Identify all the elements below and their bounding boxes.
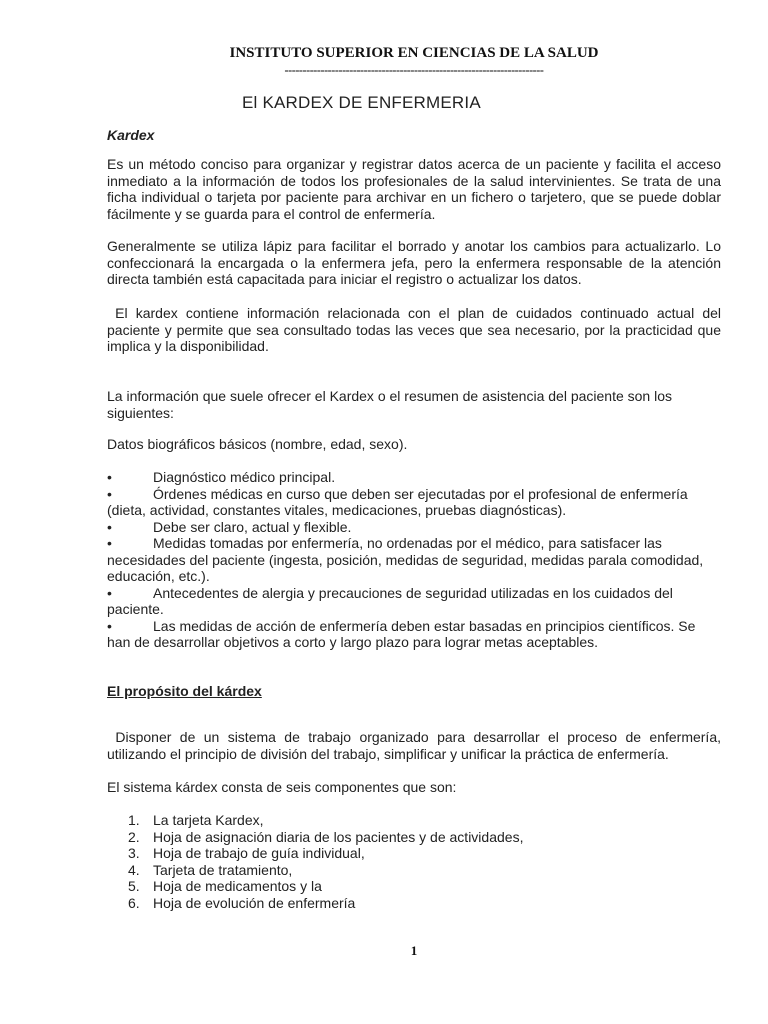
section-kardex-heading <box>107 127 721 144</box>
bullet-icon: • <box>107 584 112 601</box>
institute-header: INSTITUTO SUPERIOR EN CIENCIAS DE LA SALUD <box>229 45 599 61</box>
section-heading: Kardex <box>107 127 155 143</box>
bullet-icon: • <box>107 469 112 485</box>
bullet-icon: • <box>107 518 112 535</box>
section-purpose-heading <box>107 683 721 700</box>
section-heading: El propósito del kárdex <box>107 683 262 699</box>
list-item: • Antecedentes de alergia y precauciones de seguridad utilizadas en los cuidados del paciente. <box>107 584 673 617</box>
paragraph-definition: Es un método conciso para organizar y registrar datos acerca de un paciente y facilita el acceso inmediato a la información de todos los profesionales de la salud intervinientes. Se trata de una ficha individual o tarjeta por paciente para archivar en un fichero o tarjetero, que se puede doblar fácilmente y se guarda para el control de enfermería. <box>107 156 721 222</box>
list-item: 3. Hoja de trabajo de guía individual, <box>128 845 365 861</box>
header-separator: ------------------------------------------------------------------------ <box>284 63 544 77</box>
paragraph-information: La información que suele ofrecer el Kardex o el resumen de asistencia del paciente son los siguientes: <box>107 388 672 421</box>
list-item: 5. Hoja de medicamentos y la <box>128 878 322 894</box>
page-number: 1 <box>410 943 418 958</box>
list-item: • Las medidas de acción de enfermería deben estar basadas en principios científicos. Se han de desarrollar objetivos a corto y largo plazo para lograr metas aceptables. <box>107 617 696 650</box>
numbered-list <box>107 812 721 911</box>
document-title: El KARDEX DE ENFERMERIA <box>242 93 481 112</box>
list-item: • Medidas tomadas por enfermería, no ordenadas por el médico, para satisfacer las necesidades del paciente (ingesta, posición, medidas de seguridad, medidas parala comodidad, educación, etc.). <box>107 535 704 584</box>
bullet-list <box>107 469 721 651</box>
list-item: • Diagnóstico médico principal. <box>107 469 336 485</box>
bullet-icon: • <box>107 617 112 634</box>
list-item: 2. Hoja de asignación diaria de los pacientes y de actividades, <box>128 828 524 845</box>
bullet-icon: • <box>107 535 112 551</box>
bullet-icon: • <box>107 485 112 502</box>
paragraph-purpose: Disponer de un sistema de trabajo organizado para desarrollar el proceso de enfermería, utilizando el principio de división del trabajo, simplificar y unificar la práctica de enfermería. <box>107 729 725 762</box>
list-item: • Órdenes médicas en curso que deben ser ejecutadas por el profesional de enfermería (dieta, actividad, constantes vitales, medicaciones, pruebas diagnósticas). <box>107 485 688 518</box>
list-item: 6. Hoja de evolución de enfermería <box>128 894 356 911</box>
list-item: 1. La tarjeta Kardex, <box>128 812 264 828</box>
paragraph-contents: El kardex contiene información relacionada con el plan de cuidados continuado actual del paciente y permite que sea consultado todas las veces que sea necesario, por la practicidad que implica y la disponibilidad. <box>107 305 725 354</box>
paragraph-components: El sistema kárdex consta de seis componentes que son: <box>107 779 457 795</box>
list-item: 4. Tarjeta de tratamiento, <box>128 861 293 878</box>
paragraph-usage: Generalmente se utiliza lápiz para facilitar el borrado y anotar los cambios para actualizarlo. Lo confeccionará la encargada o la enfermera jefa, pero la enfermera responsable de la atención directa también está capacitada para iniciar el registro o actualizar los datos. <box>107 238 721 287</box>
paragraph-biographic: Datos biográficos básicos (nombre, edad, sexo). <box>107 436 408 452</box>
list-item: • Debe ser claro, actual y flexible. <box>107 518 352 535</box>
